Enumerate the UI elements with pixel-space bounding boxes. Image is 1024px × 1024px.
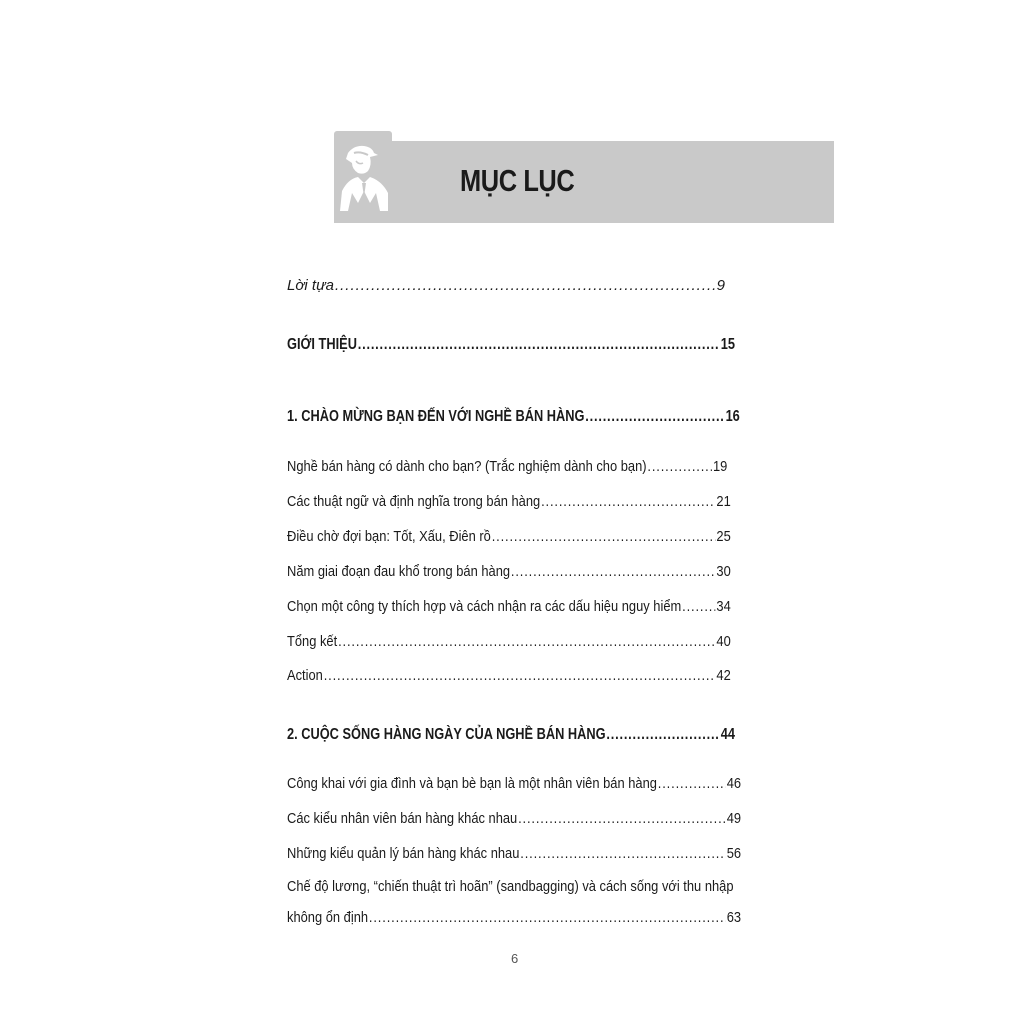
toc-entry xyxy=(287,775,741,792)
salesman-silhouette-icon xyxy=(334,131,392,223)
toc-entry-label-line1: Chế độ lương, “chiến thuật trì hoãn” (sandbagging) và cách sống với thu nhập xyxy=(287,878,734,895)
toc-entry xyxy=(287,277,725,294)
toc-entry-label: Các thuật ngữ và định nghĩa trong bán hàng xyxy=(287,493,541,510)
toc-entry xyxy=(287,845,741,862)
toc-section xyxy=(287,336,735,354)
toc-entry-label: Năm giai đoạn đau khổ trong bán hàng xyxy=(287,563,511,580)
toc-entry-page: 25 xyxy=(716,528,731,545)
title-banner xyxy=(334,141,834,223)
dot-leader xyxy=(492,528,716,545)
toc-entry-page: 30 xyxy=(716,563,731,580)
toc-entry-page: 46 xyxy=(726,775,742,792)
toc-chapter-page: 16 xyxy=(725,408,740,425)
toc-chapter xyxy=(287,726,735,744)
toc-entry-page: 56 xyxy=(726,845,742,862)
toc-entry-page: 34 xyxy=(716,598,731,615)
salesman-logo xyxy=(334,131,392,223)
toc-entry-page: 42 xyxy=(716,667,731,684)
toc-entry-label: Công khai với gia đình và bạn bè bạn là một nhân viên bán hàng xyxy=(287,775,657,792)
toc-entry-page: 21 xyxy=(716,493,731,510)
page-number: 6 xyxy=(511,951,519,966)
toc-entry-label: Các kiểu nhân viên bán hàng khác nhau xyxy=(287,810,518,827)
toc-chapter-label: 1. CHÀO MỪNG BẠN ĐẾN VỚI NGHỀ BÁN HÀNG xyxy=(287,408,585,425)
toc-section-label: GIỚI THIỆU xyxy=(287,336,357,353)
toc-entry-page: 49 xyxy=(726,810,742,827)
toc-entry xyxy=(287,909,741,926)
dot-leader xyxy=(647,458,712,475)
dot-leader xyxy=(338,633,715,650)
toc-entry xyxy=(287,563,731,580)
toc-entry xyxy=(287,810,741,827)
dot-leader xyxy=(520,845,726,862)
toc-chapter-label: 2. CUỘC SỐNG HÀNG NGÀY CỦA NGHỀ BÁN HÀNG xyxy=(287,726,606,743)
toc-entry xyxy=(287,633,731,650)
toc-entry-label: Nghề bán hàng có dành cho bạn? (Trắc nghiệm dành cho bạn) xyxy=(287,458,647,475)
toc-section-page: 15 xyxy=(720,336,735,353)
dot-leader xyxy=(511,563,716,580)
toc-entry xyxy=(287,493,731,510)
dot-leader xyxy=(585,408,725,426)
dot-leader xyxy=(541,493,715,510)
dot-leader xyxy=(324,667,716,684)
toc-entry-label: Action xyxy=(287,667,323,684)
toc-chapter xyxy=(287,408,740,426)
toc-entry xyxy=(287,458,727,475)
dot-leader xyxy=(369,909,726,926)
toc-entry-label: Tổng kết xyxy=(287,633,338,650)
toc-entry-page: 9 xyxy=(716,277,725,294)
dot-leader xyxy=(682,598,715,615)
toc-entry xyxy=(287,598,731,615)
toc-entry-page: 19 xyxy=(712,458,728,475)
toc-entry-label: Chọn một công ty thích hợp và cách nhận ra các dấu hiệu nguy hiểm xyxy=(287,598,682,615)
toc-entry xyxy=(287,528,731,545)
dot-leader xyxy=(358,336,720,354)
dot-leader xyxy=(658,775,726,792)
dot-leader xyxy=(518,810,726,827)
dot-leader xyxy=(335,277,716,294)
toc-entry-label: Lời tựa xyxy=(287,277,334,294)
toc-entry-label: Điều chờ đợi bạn: Tốt, Xấu, Điên rồ xyxy=(287,528,491,545)
toc-chapter-page: 44 xyxy=(720,726,735,743)
toc-entry-page: 63 xyxy=(726,909,742,926)
toc-entry-label: Những kiểu quản lý bán hàng khác nhau xyxy=(287,845,520,862)
toc-entry xyxy=(287,667,731,684)
dot-leader xyxy=(606,726,720,744)
toc-entry-label: không ổn định xyxy=(287,909,369,926)
page-title: MỤC LỤC xyxy=(460,163,575,198)
toc-entry-page: 40 xyxy=(716,633,731,650)
